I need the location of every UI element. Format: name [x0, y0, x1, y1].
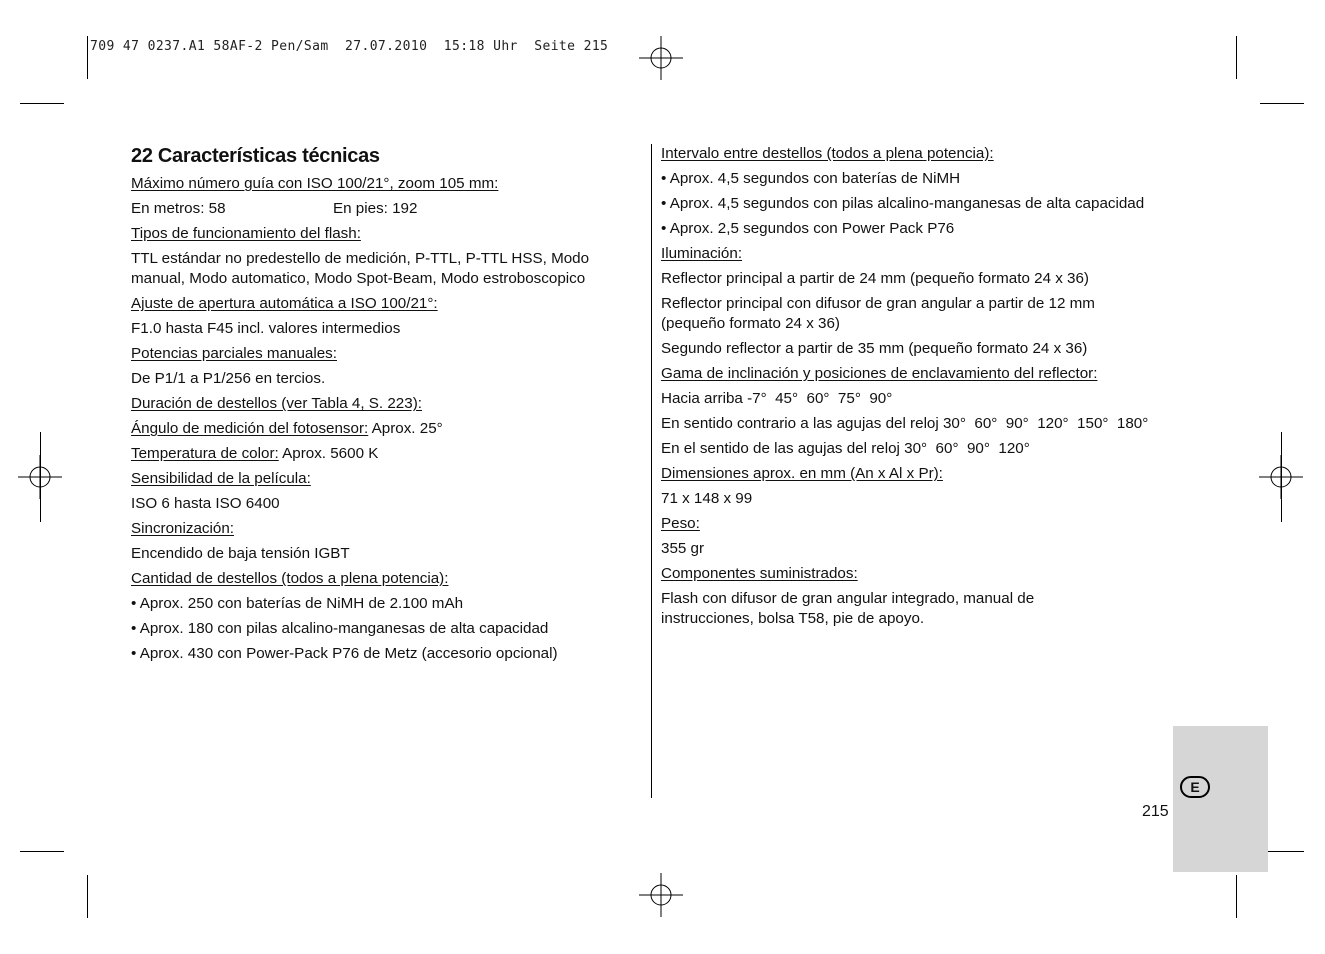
list-item: • Aprox. 4,5 segundos con baterías de NiMH	[661, 170, 961, 187]
crop-mark	[40, 432, 41, 522]
spec-text-supplied: Flash con difusor de gran angular integrado, manual de instrucciones, bolsa T58, pie de apoyo.	[661, 590, 1035, 627]
crop-mark	[87, 875, 88, 918]
print-slug: 709 47 0237.A1 58AF-2 Pen/Sam 27.07.2010 15:18 Uhr Seite 215	[90, 39, 609, 54]
spec-heading-flash-count: Cantidad de destellos (todos a plena potencia):	[131, 570, 449, 587]
spec-text-tilt-up: Hacia arriba -7° 45° 60° 75° 90°	[661, 390, 893, 407]
spec-heading-weight: Peso:	[661, 515, 700, 532]
left-column	[131, 174, 621, 669]
list-item: • Aprox. 250 con baterías de NiMH de 2.100 mAh	[131, 595, 464, 612]
spec-heading-partial-power: Potencias parciales manuales:	[131, 345, 337, 362]
list-item: • Aprox. 2,5 segundos con Power Pack P76	[661, 220, 955, 237]
page-title: 22 Características técnicas	[131, 145, 380, 167]
page-number: 215	[1142, 803, 1169, 820]
spec-heading-color-temp: Temperatura de color:	[131, 445, 279, 462]
crop-mark	[20, 851, 64, 852]
list-item: • Aprox. 430 con Power-Pack P76 de Metz (accesorio opcional)	[131, 645, 558, 662]
spec-text-sync: Encendido de baja tensión IGBT	[131, 545, 350, 562]
spec-heading-illumination: Iluminación:	[661, 245, 743, 262]
spec-heading-aperture: Ajuste de apertura automática a ISO 100/21°:	[131, 295, 438, 312]
spec-text-weight: 355 gr	[661, 540, 705, 557]
crop-mark	[1236, 875, 1237, 918]
spec-text-flash-modes: TTL estándar no predestello de medición, P-TTL, P-TTL HSS, Modo manual, Modo automatico, Modo Spot-Beam, Modo estroboscopico	[131, 250, 590, 287]
spec-heading-sensor-angle: Ángulo de medición del fotosensor:	[131, 420, 369, 437]
guide-number-feet: En pies: 192	[333, 200, 418, 217]
spec-value-sensor-angle: Aprox. 25°	[368, 420, 443, 437]
spec-heading-dimensions: Dimensiones aprox. en mm (An x Al x Pr):	[661, 465, 943, 482]
spec-heading-supplied: Componentes suministrados:	[661, 565, 858, 582]
spec-text-dimensions: 71 x 148 x 99	[661, 490, 753, 507]
registration-mark-icon	[639, 36, 683, 80]
spec-heading-guide-number: Máximo número guía con ISO 100/21°, zoom 105 mm:	[131, 175, 499, 192]
spec-text-partial-power: De P1/1 a P1/256 en tercios.	[131, 370, 326, 387]
spec-text-aperture: F1.0 hasta F45 incl. valores intermedios	[131, 320, 401, 337]
spec-value-color-temp: Aprox. 5600 K	[278, 445, 379, 462]
spec-text-illumination-2: Reflector principal con difusor de gran angular a partir de 12 mm (pequeño formato 24 x 36)	[661, 295, 1095, 332]
crop-mark	[20, 103, 64, 104]
spec-text-tilt-cw: En el sentido de las agujas del reloj 30° 60° 90° 120°	[661, 440, 1030, 457]
guide-number-meters: En metros: 58	[131, 200, 226, 217]
crop-mark	[1260, 103, 1304, 104]
list-item: • Aprox. 4,5 segundos con pilas alcalino-manganesas de alta capacidad	[661, 195, 1145, 212]
right-column	[661, 144, 1161, 634]
crop-mark	[87, 36, 88, 79]
registration-mark-icon	[639, 873, 683, 917]
crop-mark	[1281, 432, 1282, 522]
spec-heading-flash-duration: Duración de destellos (ver Tabla 4, S. 223):	[131, 395, 422, 412]
list-item: • Aprox. 180 con pilas alcalino-manganesas de alta capacidad	[131, 620, 549, 637]
spec-text-film-speed: ISO 6 hasta ISO 6400	[131, 495, 280, 512]
language-badge: E	[1180, 776, 1210, 798]
language-tab	[1173, 726, 1268, 872]
spec-text-illumination-3: Segundo reflector a partir de 35 mm (pequeño formato 24 x 36)	[661, 340, 1088, 357]
spec-heading-flash-modes: Tipos de funcionamiento del flash:	[131, 225, 361, 242]
spec-text-illumination-1: Reflector principal a partir de 24 mm (pequeño formato 24 x 36)	[661, 270, 1089, 287]
spec-text-tilt-ccw: En sentido contrario a las agujas del reloj 30° 60° 90° 120° 150° 180°	[661, 415, 1149, 432]
spec-heading-sync: Sincronización:	[131, 520, 234, 537]
crop-mark	[1236, 36, 1237, 79]
column-divider	[651, 144, 652, 798]
spec-heading-tilt-range: Gama de inclinación y posiciones de enclavamiento del reflector:	[661, 365, 1098, 382]
spec-heading-film-speed: Sensibilidad de la película:	[131, 470, 311, 487]
spec-heading-recycle-interval: Intervalo entre destellos (todos a plena potencia):	[661, 145, 994, 162]
